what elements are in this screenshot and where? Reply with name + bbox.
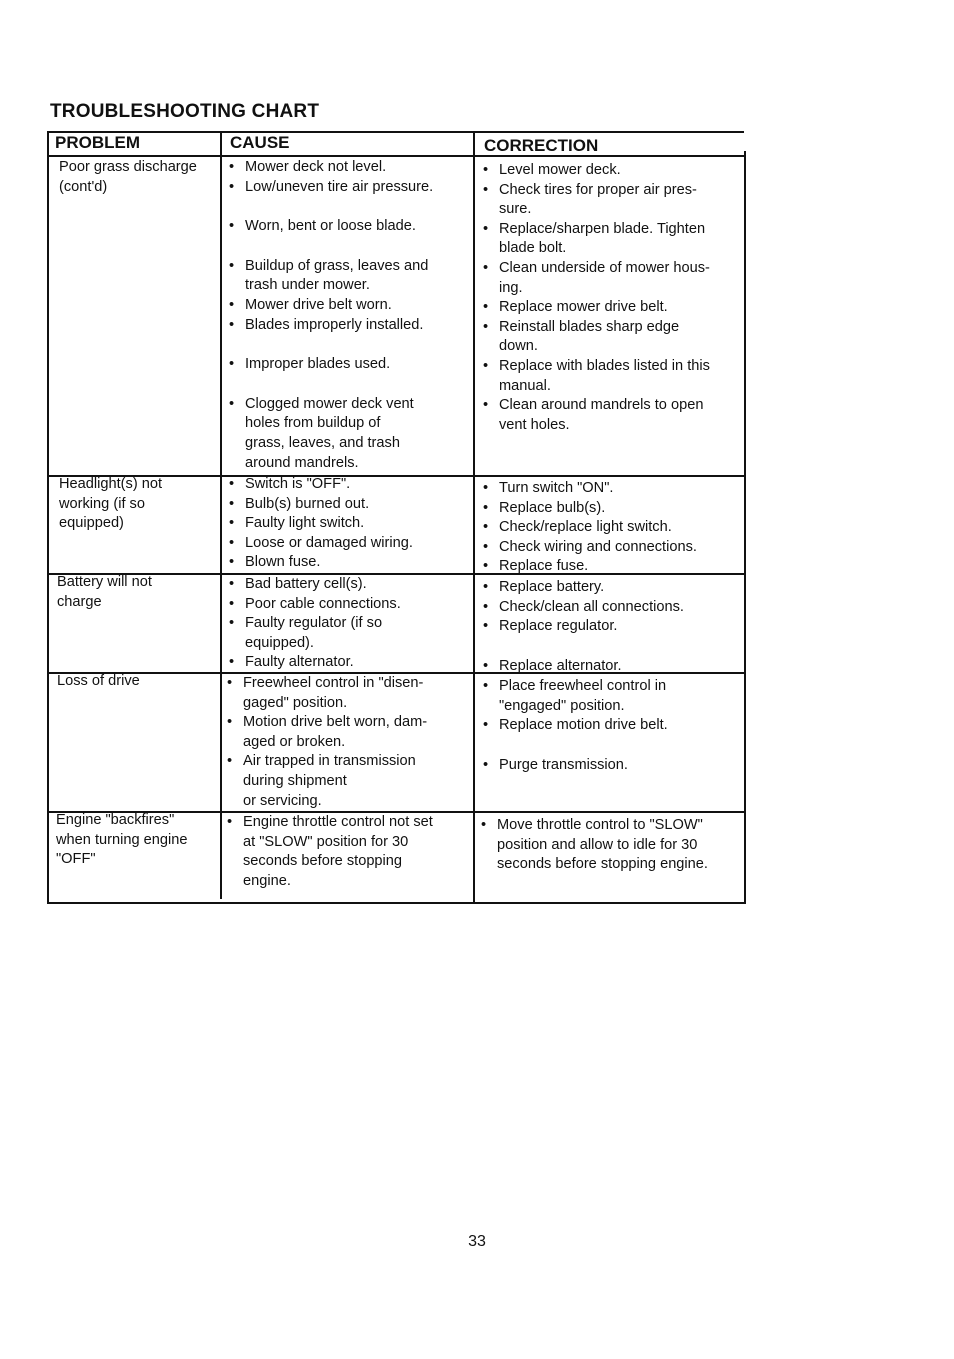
bullet-icon: • xyxy=(483,598,489,615)
table-bottom-border xyxy=(47,902,745,904)
column-divider-2 xyxy=(473,131,475,904)
bullet-icon: • xyxy=(481,817,487,833)
bullet-icon: • xyxy=(483,558,489,575)
correction-cell xyxy=(479,479,741,577)
problem-cell: Engine "backfires" when turning engine "OFF" xyxy=(56,812,188,868)
bullet-icon: • xyxy=(483,756,489,773)
table-right-border xyxy=(744,151,746,904)
table-top-border xyxy=(47,131,744,133)
table-left-border xyxy=(47,131,49,904)
bullet-icon: • xyxy=(483,357,489,374)
correction-cell xyxy=(479,677,741,775)
correction-item: • Replace battery. xyxy=(479,578,741,598)
troubleshooting-table xyxy=(47,131,745,904)
cause-cell xyxy=(223,674,471,811)
correction-item: • Replace/sharpen blade. Tighten blade bolt. xyxy=(483,220,706,257)
bullet-icon: • xyxy=(483,657,489,674)
cause-item: • Bulb(s) burned out. xyxy=(225,495,471,515)
correction-item: • Clean around mandrels to open vent holes. xyxy=(483,397,704,433)
bullet-icon: • xyxy=(229,576,235,592)
cause-cell xyxy=(225,575,471,673)
bullet-icon: • xyxy=(483,220,489,237)
bullet-icon: • xyxy=(483,538,489,555)
bullet-icon: • xyxy=(229,554,235,571)
bullet-icon: • xyxy=(483,181,489,198)
header-correction: CORRECTION xyxy=(484,136,599,155)
bullet-icon: • xyxy=(483,717,489,734)
cause-item: • Poor cable connections. xyxy=(225,595,471,615)
correction-item: • Check wiring and connections. xyxy=(479,538,741,558)
bullet-icon: • xyxy=(483,299,489,316)
cause-item: • Mower deck not level. xyxy=(225,158,471,178)
correction-cell xyxy=(477,816,741,875)
bullet-icon: • xyxy=(229,534,235,551)
bullet-icon: • xyxy=(229,654,235,671)
cause-item: • Clogged mower deck vent holes from buildup of grass, leaves, and trash around mandrels. xyxy=(229,395,414,471)
cause-item: • Loose or damaged wiring. xyxy=(225,534,471,554)
correction-item: • Place freewheel control in "engaged" position. xyxy=(483,678,667,714)
bullet-icon: • xyxy=(229,495,235,512)
cause-item: • Blown fuse. xyxy=(225,553,471,573)
header-problem: PROBLEM xyxy=(55,133,140,152)
header-cause: CAUSE xyxy=(230,133,290,152)
bullet-icon: • xyxy=(229,615,235,632)
bullet-icon: • xyxy=(227,714,233,731)
bullet-icon: • xyxy=(483,618,489,635)
cause-item: • Faulty regulator (if so equipped). xyxy=(229,615,383,651)
bullet-icon: • xyxy=(483,499,489,516)
bullet-icon: • xyxy=(483,579,489,595)
bullet-icon: • xyxy=(229,395,235,412)
page-number: 33 xyxy=(468,1233,486,1250)
correction-item: • Replace motion drive belt. xyxy=(479,716,741,736)
cause-item: • Blades improperly installed. xyxy=(225,316,471,336)
cause-item: • Motion drive belt worn, dam- aged or broken. xyxy=(227,714,428,750)
correction-item: • Clean underside of mower hous- ing. xyxy=(483,259,710,296)
correction-item: • Turn switch "ON". xyxy=(479,479,741,499)
bullet-icon: • xyxy=(229,159,235,175)
cause-cell xyxy=(223,813,471,891)
correction-item: • Replace bulb(s). xyxy=(479,499,741,519)
correction-cell xyxy=(479,161,741,435)
correction-item: • Check tires for proper air pres- sure. xyxy=(483,181,697,218)
bullet-icon: • xyxy=(483,318,489,335)
bullet-icon: • xyxy=(229,316,235,333)
header-divider xyxy=(47,155,744,157)
cause-item: • Worn, bent or loose blade. xyxy=(225,217,471,237)
bullet-icon: • xyxy=(229,296,235,313)
cause-cell xyxy=(225,158,471,473)
cause-item: • Mower drive belt worn. xyxy=(225,296,471,316)
cause-item: • Improper blades used. xyxy=(225,355,471,375)
correction-item: • Reinstall blades sharp edge down. xyxy=(483,318,680,355)
bullet-icon: • xyxy=(483,678,489,694)
correction-item: • Check/replace light switch. xyxy=(479,518,741,538)
column-divider-1 xyxy=(220,131,222,899)
cause-item: • Bad battery cell(s). xyxy=(225,575,471,595)
bullet-icon: • xyxy=(229,515,235,532)
correction-item: • Replace fuse. xyxy=(479,557,741,577)
cause-item: • Buildup of grass, leaves and trash under mower. xyxy=(229,257,429,294)
bullet-icon: • xyxy=(483,259,489,276)
bullet-icon: • xyxy=(229,356,235,373)
bullet-icon: • xyxy=(483,519,489,536)
chart-title: TROUBLESHOOTING CHART xyxy=(50,101,320,122)
correction-item: • Replace alternator. xyxy=(479,657,741,677)
correction-item: • Replace with blades listed in this manual. xyxy=(483,357,710,394)
correction-item: • Purge transmission. xyxy=(479,756,741,776)
cause-cell xyxy=(225,475,471,573)
bullet-icon: • xyxy=(229,218,235,235)
bullet-icon: • xyxy=(229,595,235,612)
cause-item: • Switch is "OFF". xyxy=(225,475,471,495)
problem-cell: Headlight(s) not working (if so equipped) xyxy=(59,476,163,532)
problem-cell: Loss of drive xyxy=(57,673,140,689)
bullet-icon: • xyxy=(483,162,489,178)
correction-item: • Level mower deck. xyxy=(479,161,741,181)
bullet-icon: • xyxy=(483,397,489,414)
cause-item: • Faulty light switch. xyxy=(225,514,471,534)
bullet-icon: • xyxy=(229,178,235,195)
bullet-icon: • xyxy=(229,257,235,274)
cause-item: • Freewheel control in "disen- gaged" position. xyxy=(227,675,424,711)
correction-cell xyxy=(479,578,741,676)
bullet-icon: • xyxy=(227,814,233,830)
bullet-icon: • xyxy=(227,753,233,770)
correction-item: • Check/clean all connections. xyxy=(479,598,741,618)
cause-item: • Faulty alternator. xyxy=(225,653,471,673)
cause-item: • Low/uneven tire air pressure. xyxy=(225,178,471,198)
cause-item: • Air trapped in transmission during shipment or servicing. xyxy=(227,753,416,809)
problem-cell: Battery will not charge xyxy=(57,574,152,610)
correction-item: • Replace mower drive belt. xyxy=(479,298,741,318)
problem-cell: Poor grass discharge (cont'd) xyxy=(59,159,197,195)
bullet-icon: • xyxy=(227,675,233,691)
bullet-icon: • xyxy=(229,476,235,492)
cause-item: • Engine throttle control not set at "SLOW" position for 30 seconds before stopping engine. xyxy=(227,814,433,889)
bullet-icon: • xyxy=(483,480,489,496)
correction-item: • Replace regulator. xyxy=(479,617,741,637)
correction-item: • Move throttle control to "SLOW" position and allow to idle for 30 seconds before stopping engine. xyxy=(481,817,708,873)
